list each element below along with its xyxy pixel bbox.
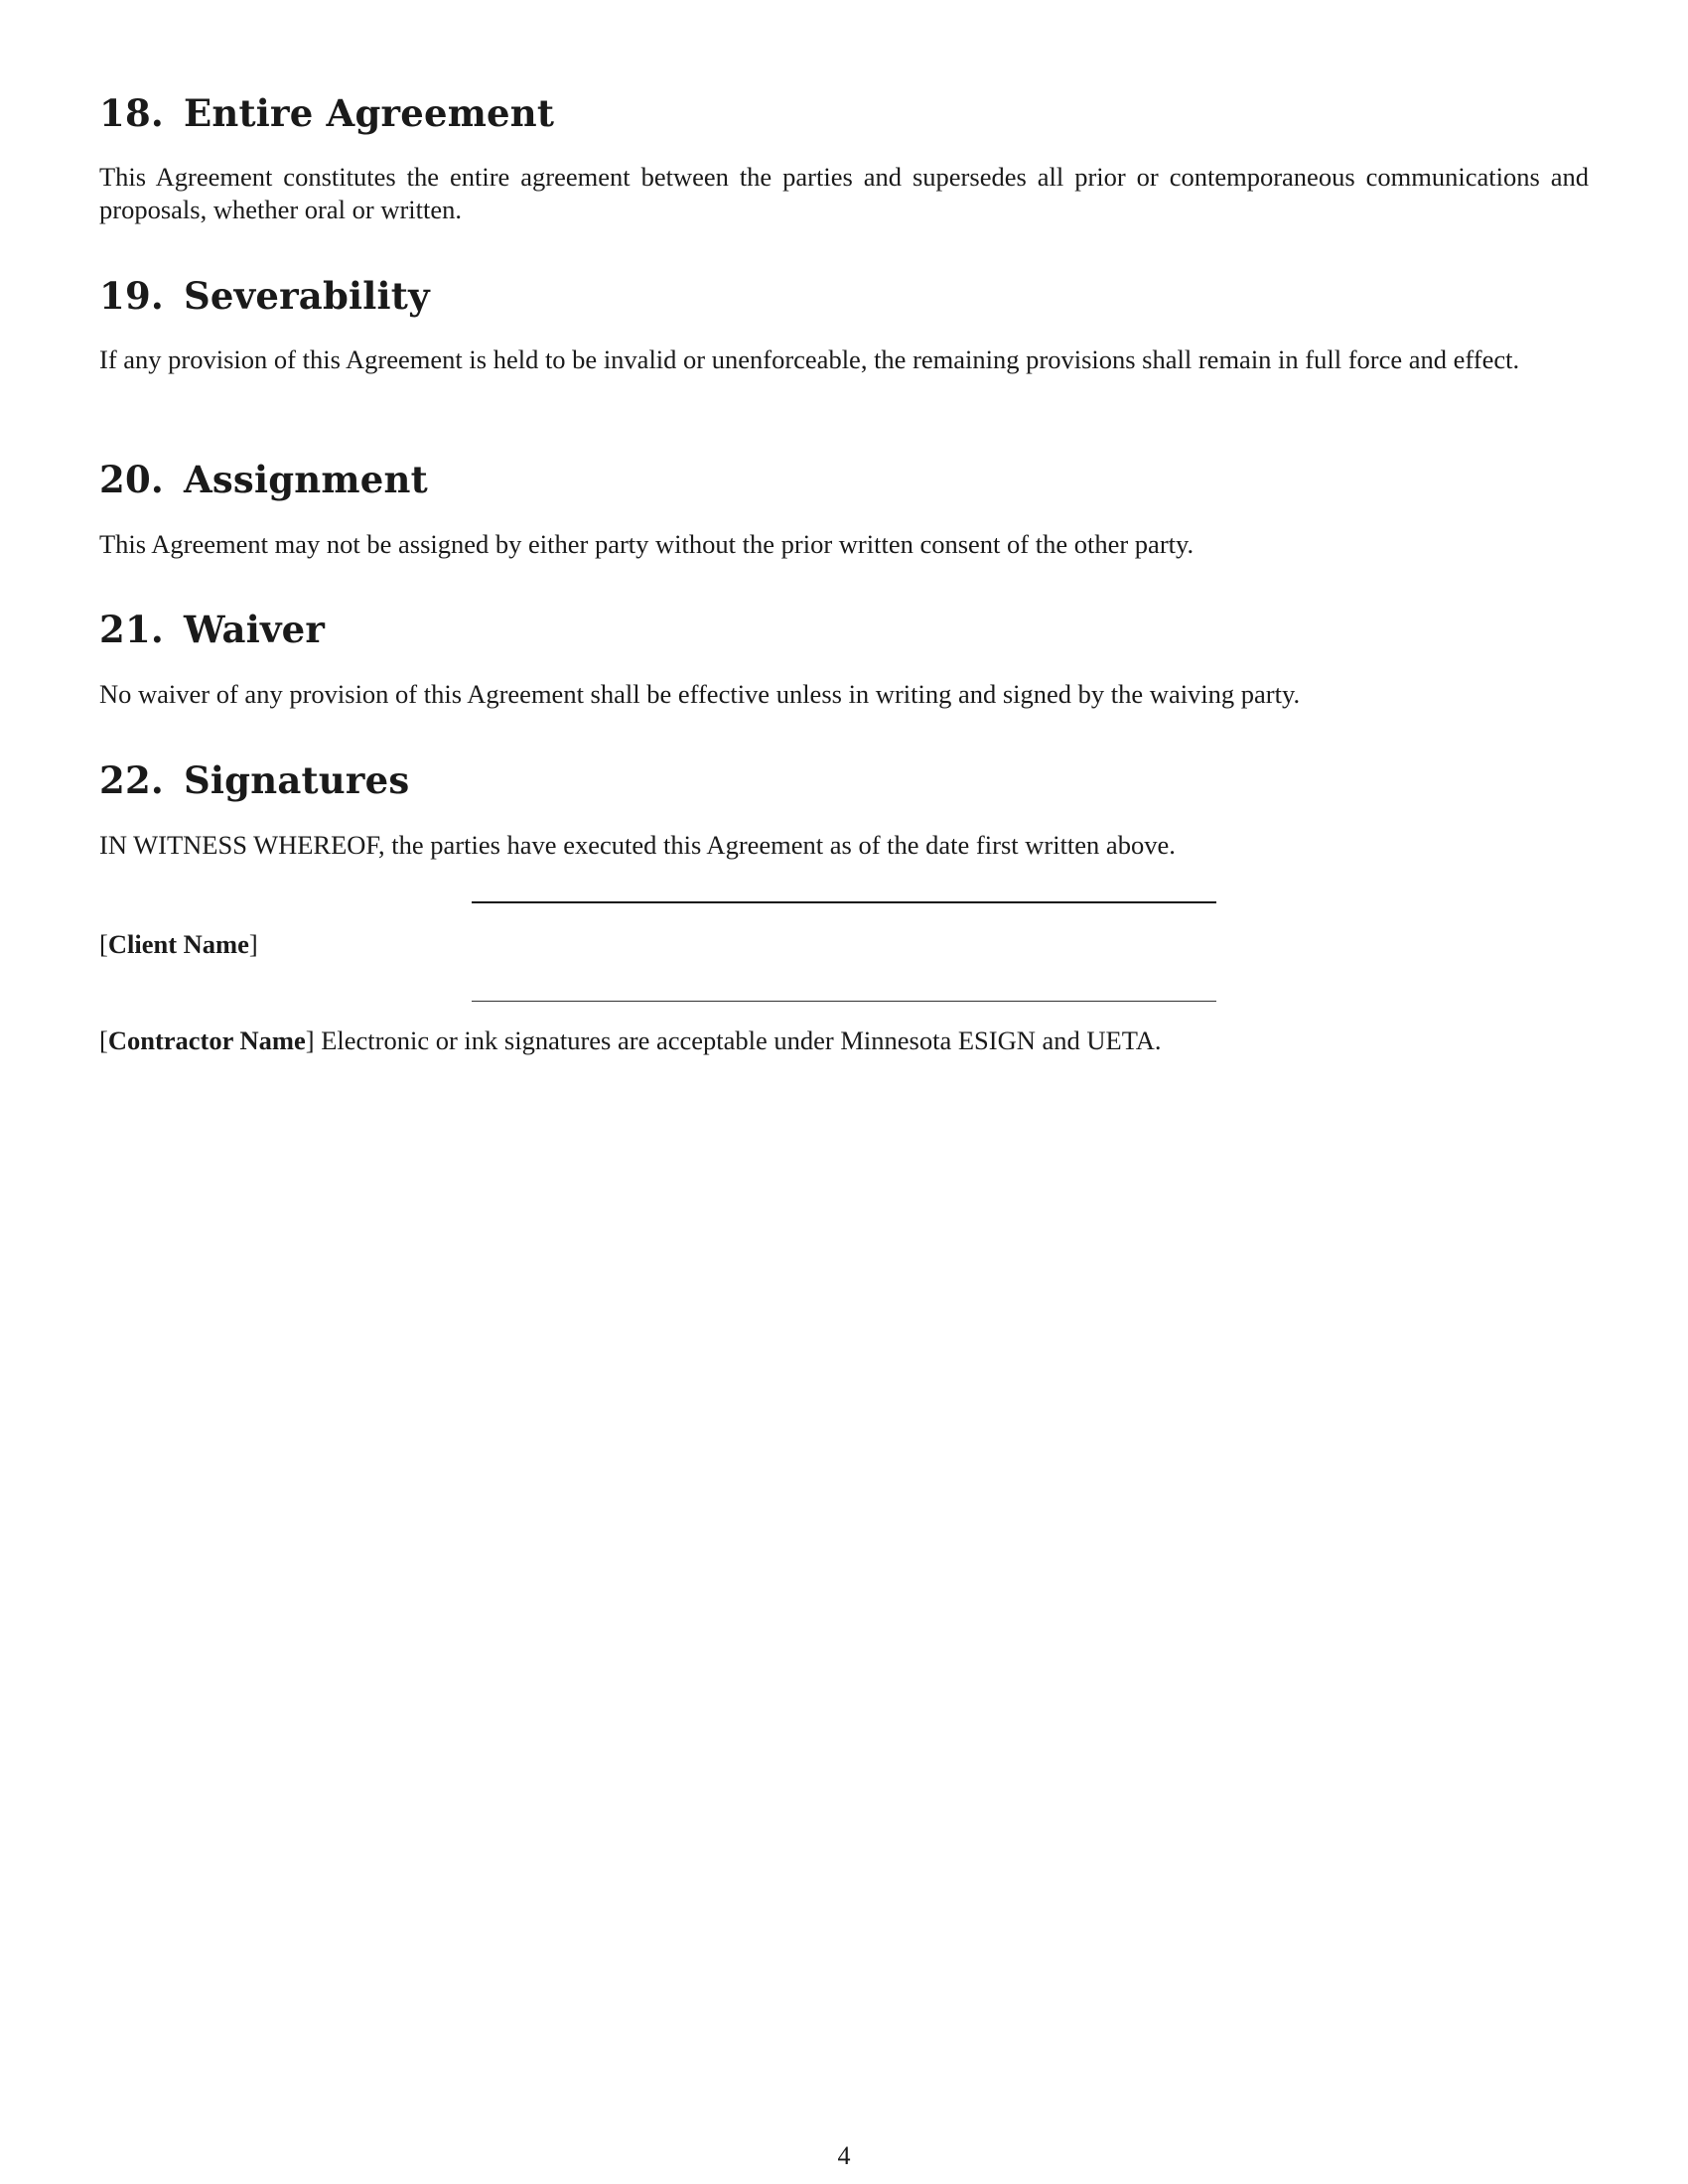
section-body-assignment: This Agreement may not be assigned by either party without the prior written consent of the other party.: [99, 529, 1195, 559]
section-title: Entire Agreement: [183, 91, 555, 135]
contractor-name: Contractor Name: [107, 1025, 306, 1055]
section-heading-entire-agreement: [99, 91, 554, 135]
section-number: 19.: [99, 274, 164, 318]
section-body-signatures: IN WITNESS WHEREOF, the parties have executed this Agreement as of the date first written above.: [99, 830, 1176, 860]
bracket: ]: [305, 1025, 315, 1055]
client-signature-label: [99, 928, 258, 961]
page-number: 4: [837, 2141, 851, 2170]
section-heading-assignment: [99, 458, 428, 501]
signature-note: Electronic or ink signatures are acceptable under Minnesota ESIGN and UETA.: [314, 1025, 1162, 1055]
bracket: ]: [248, 929, 258, 959]
section-title: Signatures: [183, 758, 410, 802]
bracket: [: [99, 1025, 108, 1055]
document-page: [99, 0, 1589, 2184]
section-body-waiver: No waiver of any provision of this Agreement shall be effective unless in writing and signed by the waiving party.: [99, 679, 1301, 709]
section-title: Assignment: [183, 458, 428, 501]
section-number: 18.: [99, 91, 164, 135]
section-heading-severability: [99, 274, 430, 318]
bracket: [: [99, 929, 108, 959]
section-body-severability: If any provision of this Agreement is held to be invalid or unenforceable, the remaining provisions shall remain in full force and effect.: [99, 344, 1520, 374]
section-number: 20.: [99, 458, 164, 501]
section-title: Waiver: [183, 608, 326, 651]
section-number: 22.: [99, 758, 164, 802]
section-heading-signatures: [99, 758, 409, 802]
contractor-signature-line[interactable]: [472, 1001, 1216, 1002]
section-number: 21.: [99, 608, 164, 651]
section-heading-waiver: [99, 608, 325, 651]
contractor-signature-label: [99, 1024, 1162, 1057]
client-signature-line[interactable]: [472, 901, 1216, 903]
section-body-entire-agreement: This Agreement constitutes the entire agreement between the parties and supersedes all prior or contemporaneous communications and proposals, whether oral or written.: [99, 162, 1589, 224]
section-title: Severability: [183, 274, 430, 318]
client-name: Client Name: [107, 929, 249, 959]
